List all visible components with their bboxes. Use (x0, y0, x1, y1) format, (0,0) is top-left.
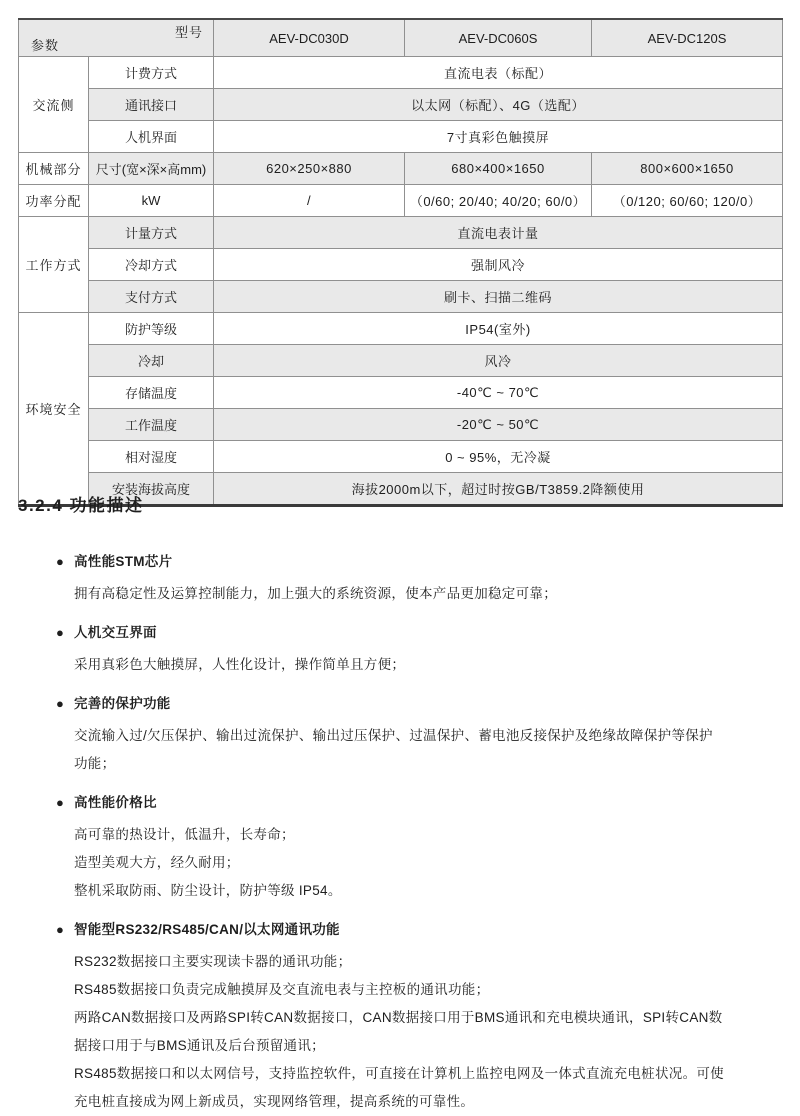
table-row (19, 153, 783, 185)
table-row (19, 281, 783, 313)
group-cell: 机械部分 (19, 153, 89, 185)
features-list (18, 548, 782, 1116)
param-cell: 防护等级 (89, 313, 214, 345)
table-row (19, 217, 783, 249)
value-cell: 以太网（标配）、4G（选配） (214, 89, 783, 121)
feature-line: 整机采取防雨、防尘设计，防护等级 IP54。 (74, 883, 342, 898)
spec-table (18, 18, 783, 507)
feature-title-text: 高性能STM芯片 (74, 554, 173, 569)
feature-lines (74, 948, 726, 1116)
feature-line: 交流输入过/欠压保护、输出过流保护、输出过压保护、过温保护、蓄电池反接保护及绝缘故障保护等保护功能； (74, 728, 713, 771)
table-header-row (19, 19, 783, 57)
value-cell: -20℃ ~ 50℃ (214, 409, 783, 441)
bullet-icon: ● (56, 554, 64, 569)
value-cell: 直流电表（标配） (214, 57, 783, 89)
param-cell: 计费方式 (89, 57, 214, 89)
feature-line: RS485数据接口和以太网信号，支持监控软件，可直接在计算机上监控电网及一体式直流充电桩状况。可使充电桩直接成为网上新成员，实现网络管理，提高系统的可靠性。 (74, 1066, 724, 1109)
feature-title-text: 高性能价格比 (74, 795, 157, 810)
table-row (19, 345, 783, 377)
value-cell: 直流电表计量 (214, 217, 783, 249)
param-cell: 冷却 (89, 345, 214, 377)
param-cell: 冷却方式 (89, 249, 214, 281)
corner-label-model: 型号 (174, 25, 203, 40)
value-cell: 刷卡、扫描二维码 (214, 281, 783, 313)
value-cell: IP54(室外) (214, 313, 783, 345)
feature-title-text: 人机交互界面 (74, 625, 157, 640)
feature-item (56, 548, 782, 608)
feature-title-row (56, 916, 782, 944)
value-cell: 风冷 (214, 345, 783, 377)
value-cell: 680×400×1650 (405, 153, 592, 185)
value-cell: （0/60; 20/40; 40/20; 60/0） (405, 185, 592, 217)
feature-item (56, 789, 782, 905)
value-cell: -40℃ ~ 70℃ (214, 377, 783, 409)
model-header-cell: AEV-DC060S (405, 19, 592, 57)
feature-title-row (56, 548, 782, 576)
table-row (19, 409, 783, 441)
table-row (19, 249, 783, 281)
spec-table-container (18, 18, 782, 507)
value-cell: 0 ~ 95%，无冷凝 (214, 441, 783, 473)
corner-label-param: 参数 (31, 38, 60, 53)
feature-title-row (56, 619, 782, 647)
feature-lines (74, 722, 726, 778)
table-row (19, 441, 783, 473)
param-cell: 计量方式 (89, 217, 214, 249)
feature-item (56, 619, 782, 679)
bullet-icon: ● (56, 625, 64, 640)
feature-line: RS485数据接口负责完成触摸屏及交直流电表与主控板的通讯功能； (74, 982, 490, 997)
table-row (19, 377, 783, 409)
group-cell: 工作方式 (19, 217, 89, 313)
value-cell: （0/120; 60/60; 120/0） (592, 185, 783, 217)
param-cell: 人机界面 (89, 121, 214, 153)
table-row (19, 313, 783, 345)
param-cell: 工作温度 (89, 409, 214, 441)
feature-line: 造型美观大方，经久耐用； (74, 855, 240, 870)
table-row (19, 57, 783, 89)
feature-lines (74, 580, 726, 608)
feature-item (56, 916, 782, 1116)
group-cell: 环境安全 (19, 313, 89, 506)
value-cell: 800×600×1650 (592, 153, 783, 185)
table-row (19, 185, 783, 217)
group-cell: 功率分配 (19, 185, 89, 217)
feature-lines (74, 651, 726, 679)
feature-line: 高可靠的热设计，低温升，长寿命； (74, 827, 295, 842)
param-cell: 通讯接口 (89, 89, 214, 121)
param-cell: kW (89, 185, 214, 217)
group-cell: 交流侧 (19, 57, 89, 153)
param-cell: 相对湿度 (89, 441, 214, 473)
table-row (19, 121, 783, 153)
param-cell: 尺寸(宽×深×高mm) (89, 153, 214, 185)
model-header-cell: AEV-DC120S (592, 19, 783, 57)
bullet-icon: ● (56, 795, 64, 810)
bullet-icon: ● (56, 696, 64, 711)
param-cell: 安装海拔高度 (89, 473, 214, 506)
feature-title-text: 完善的保护功能 (74, 696, 171, 711)
corner-cell (19, 19, 214, 57)
feature-lines (74, 821, 726, 905)
feature-line: 两路CAN数据接口及两路SPI转CAN数据接口，CAN数据接口用于BMS通讯和充电模块通讯，SPI转CAN数据接口用于与BMS通讯及后台预留通讯； (74, 1010, 723, 1053)
feature-line: RS232数据接口主要实现读卡器的通讯功能； (74, 954, 352, 969)
value-cell: 7寸真彩色触摸屏 (214, 121, 783, 153)
param-cell: 存储温度 (89, 377, 214, 409)
model-header-cell: AEV-DC030D (214, 19, 405, 57)
section-heading: 3.2.4 功能描述 (18, 496, 144, 515)
feature-line: 采用真彩色大触摸屏，人性化设计，操作简单且方便； (74, 657, 406, 672)
value-cell: 强制风冷 (214, 249, 783, 281)
bullet-icon: ● (56, 922, 64, 937)
value-cell: / (214, 185, 405, 217)
param-cell: 支付方式 (89, 281, 214, 313)
features-section (18, 491, 782, 1116)
value-cell: 海拔2000m以下，超过时按GB/T3859.2降额使用 (214, 473, 783, 506)
feature-line: 拥有高稳定性及运算控制能力，加上强大的系统资源，使本产品更加稳定可靠； (74, 586, 557, 601)
feature-title-row (56, 690, 782, 718)
feature-item (56, 690, 782, 778)
table-row (19, 89, 783, 121)
feature-title-row (56, 789, 782, 817)
feature-title-text: 智能型RS232/RS485/CAN/以太网通讯功能 (74, 922, 340, 937)
value-cell: 620×250×880 (214, 153, 405, 185)
